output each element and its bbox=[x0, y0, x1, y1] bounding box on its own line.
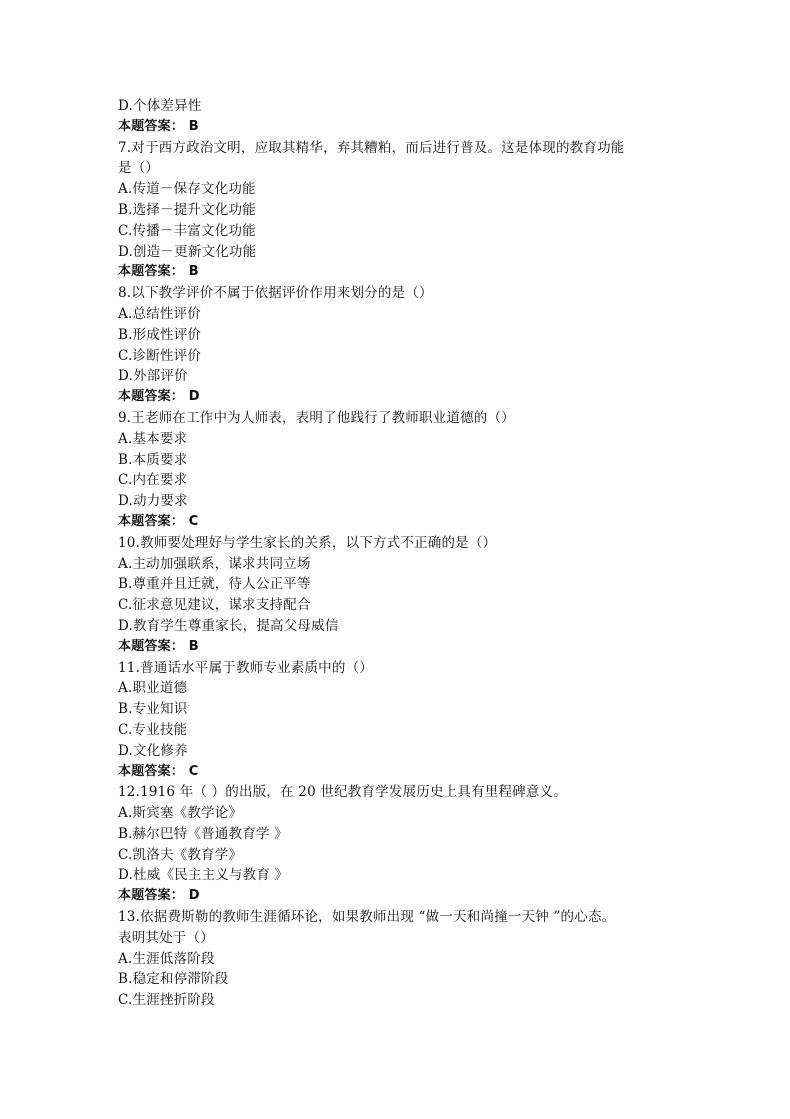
question-line: 9.王老师在工作中为人师表，表明了他践行了教师职业道德的（） bbox=[118, 409, 515, 426]
option-line: C.传播－丰富文化功能 bbox=[118, 222, 256, 239]
option-line: D.个体差异性 bbox=[118, 98, 202, 114]
answer-line: 本题答案： B bbox=[118, 118, 199, 134]
answer-line: 本题答案： B bbox=[118, 638, 199, 654]
option-line: C.生涯挫折阶段 bbox=[118, 992, 215, 1009]
option-line: A.生涯低落阶段 bbox=[118, 950, 215, 967]
option-line: A.职业道德 bbox=[118, 680, 188, 697]
option-line: B.专业知识 bbox=[118, 701, 188, 718]
answer-line: 本题答案： C bbox=[118, 513, 199, 529]
answer-line: 本题答案： C bbox=[118, 763, 199, 779]
option-line: A.传道－保存文化功能 bbox=[118, 181, 256, 198]
option-line: C.专业技能 bbox=[118, 721, 188, 738]
option-line: B.赫尔巴特《普通教育学 》 bbox=[118, 825, 288, 842]
option-line: D.外部评价 bbox=[118, 368, 188, 385]
answer-line: 本题答案： B bbox=[118, 264, 199, 280]
question-line: 8.以下教学评价不属于依据评价作用来划分的是（） bbox=[118, 285, 433, 302]
option-line: B.尊重并且迁就，待人公正平等 bbox=[118, 576, 311, 593]
question-line: 11.普通话水平属于教师专业素质中的（） bbox=[118, 659, 373, 676]
question-line: 表明其处于（） bbox=[118, 929, 214, 946]
option-line: C.诊断性评价 bbox=[118, 347, 202, 364]
option-line: C.内在要求 bbox=[118, 472, 188, 489]
option-line: D.杜威《民主主义与教育 》 bbox=[118, 867, 289, 884]
document-page bbox=[118, 96, 678, 1011]
question-line: 7.对于西方政治文明，应取其精华，弃其糟粕，而后进行普及。这是体现的教育功能 bbox=[118, 139, 625, 156]
option-line: D.文化修养 bbox=[118, 742, 188, 759]
option-line: B.形成性评价 bbox=[118, 326, 202, 343]
option-line: C.凯洛夫《教育学》 bbox=[118, 846, 243, 863]
option-line: D.教育学生尊重家长，提高父母威信 bbox=[118, 617, 339, 634]
option-line: A.基本要求 bbox=[118, 430, 188, 447]
option-line: C.征求意见建议，谋求支持配合 bbox=[118, 597, 311, 614]
option-line: D.创造－更新文化功能 bbox=[118, 243, 257, 260]
option-line: B.选择－提升文化功能 bbox=[118, 201, 256, 218]
option-line: B.稳定和停滞阶段 bbox=[118, 971, 229, 988]
option-line: D.动力要求 bbox=[118, 493, 188, 510]
question-line: 10.教师要处理好与学生家长的关系，以下方式不正确的是（） bbox=[118, 534, 497, 551]
option-line: A.主动加强联系，谋求共同立场 bbox=[118, 555, 311, 572]
answer-line: 本题答案： D bbox=[118, 888, 200, 904]
question-line: 12.1916 年（ ）的出版，在 20 世纪教育学发展历史上具有里程碑意义。 bbox=[118, 784, 567, 801]
option-line: A.总结性评价 bbox=[118, 305, 201, 322]
question-line: 是（） bbox=[118, 160, 160, 177]
option-line: B.本质要求 bbox=[118, 451, 188, 468]
answer-line: 本题答案： D bbox=[118, 389, 200, 405]
option-line: A.斯宾塞《教学论》 bbox=[118, 805, 243, 822]
question-line: 13.依据费斯勒的教师生涯循环论，如果教师出现 “做一天和尚撞一天钟 ”的心态。 bbox=[118, 909, 616, 926]
